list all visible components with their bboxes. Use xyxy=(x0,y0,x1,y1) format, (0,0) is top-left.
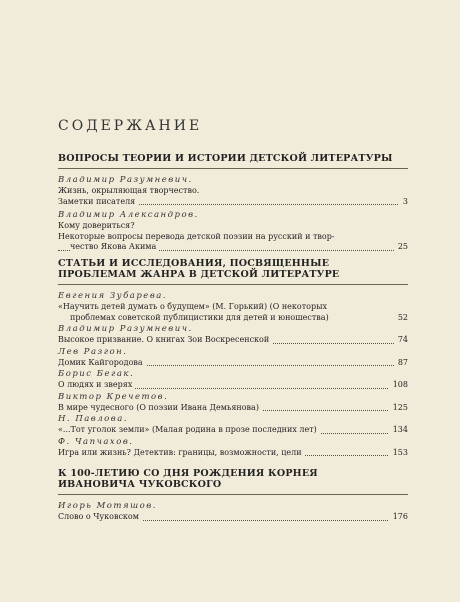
section-heading: ВОПРОСЫ ТЕОРИИ И ИСТОРИИ ДЕТСКОЙ ЛИТЕРАТУРЫ xyxy=(58,153,393,164)
entry-line xyxy=(58,335,408,346)
section-heading: СТАТЬИ И ИССЛЕДОВАНИЯ, ПОСВЯЩЕННЫЕ ПРОБЛЕМАМ ЖАНРА В ДЕТСКОЙ ЛИТЕРАТУРЕ xyxy=(58,258,340,280)
entry-line xyxy=(58,512,408,523)
entry-title: О людях и зверях xyxy=(58,380,135,389)
entry-line xyxy=(58,221,408,232)
entry-line xyxy=(58,302,408,313)
section-divider xyxy=(58,168,408,169)
section-heading: К 100-ЛЕТИЮ СО ДНЯ РОЖДЕНИЯ КОРНЕЯ ИВАНОВИЧА ЧУКОВСКОГО xyxy=(58,468,318,490)
page-number: 153 xyxy=(389,448,408,459)
entry-title: чество Якова Акима xyxy=(70,242,159,251)
toc-entry xyxy=(58,291,408,323)
section-divider xyxy=(58,494,408,495)
entry-title: Заметки писателя xyxy=(58,197,138,206)
toc-entry xyxy=(58,347,408,369)
toc-entry xyxy=(58,414,408,436)
page-number: 52 xyxy=(394,313,408,324)
entry-line xyxy=(58,197,408,208)
entry-line xyxy=(58,186,408,197)
entry-line xyxy=(58,425,408,436)
entry-title: Слово о Чуковском xyxy=(58,512,142,521)
page-number: 25 xyxy=(394,242,408,253)
page-number: 3 xyxy=(399,197,408,208)
entry-line xyxy=(58,380,408,391)
toc-entry xyxy=(58,175,408,207)
entry-author: Владимир Разумневич. xyxy=(58,324,193,334)
entry-line xyxy=(58,242,408,253)
entry-author: Н. Павлова. xyxy=(58,414,128,424)
entry-title: Домик Кайгородова xyxy=(58,358,146,367)
toc-section xyxy=(58,468,408,524)
entry-title: Кому довериться? xyxy=(58,221,138,230)
entry-author: Борис Бегак. xyxy=(58,369,135,379)
entry-line xyxy=(58,448,408,459)
toc-entry xyxy=(58,501,408,523)
page-number: 74 xyxy=(394,335,408,346)
page-number: 108 xyxy=(389,380,408,391)
entry-title: «...Тот уголок земли» (Малая родина в прозе последних лет) xyxy=(58,425,320,434)
entry-title: Высокое призвание. О книгах Зои Воскресенской xyxy=(58,335,272,344)
entry-title: «Научить детей думать о будущем» (М. Горький) (О некоторых xyxy=(58,302,330,311)
toc-section xyxy=(58,153,408,254)
entry-title: Некоторые вопросы перевода детской поэзии на русский и твор- xyxy=(58,232,338,241)
entry-line xyxy=(58,358,408,369)
section-divider xyxy=(58,284,408,285)
entry-line xyxy=(58,313,408,324)
entry-author: Владимир Разумневич. xyxy=(58,175,193,185)
toc-entry xyxy=(58,392,408,414)
page-title: СОДЕРЖАНИЕ xyxy=(58,118,203,134)
toc-entry xyxy=(58,210,408,253)
page-number: 125 xyxy=(389,403,408,414)
entry-title: Игра или жизнь? Детектив: границы, возможности, цели xyxy=(58,448,305,457)
entry-title: проблемах советской публицистики для детей и юношества) xyxy=(70,313,332,322)
page-number: 134 xyxy=(389,425,408,436)
entry-author: Игорь Мотяшов. xyxy=(58,501,157,511)
entry-author: Владимир Александров. xyxy=(58,210,199,220)
toc-entry xyxy=(58,369,408,391)
entry-line xyxy=(58,403,408,414)
toc-entry xyxy=(58,437,408,459)
entry-title: В мире чудесного (О поэзии Ивана Демьянова) xyxy=(58,403,262,412)
entry-author: Евгения Зубарева. xyxy=(58,291,168,301)
entry-title: Жизнь, окрыляющая творчество. xyxy=(58,186,202,195)
toc-section xyxy=(58,258,408,459)
entry-author: Лев Разгон. xyxy=(58,346,128,357)
entry-author: Ф. Чапчахов. xyxy=(58,436,134,447)
entry-author: Виктор Кречетов. xyxy=(58,391,169,402)
entry-line xyxy=(58,232,408,243)
page-number: 87 xyxy=(394,358,408,369)
page-number: 176 xyxy=(389,512,408,523)
toc-entry xyxy=(58,324,408,346)
